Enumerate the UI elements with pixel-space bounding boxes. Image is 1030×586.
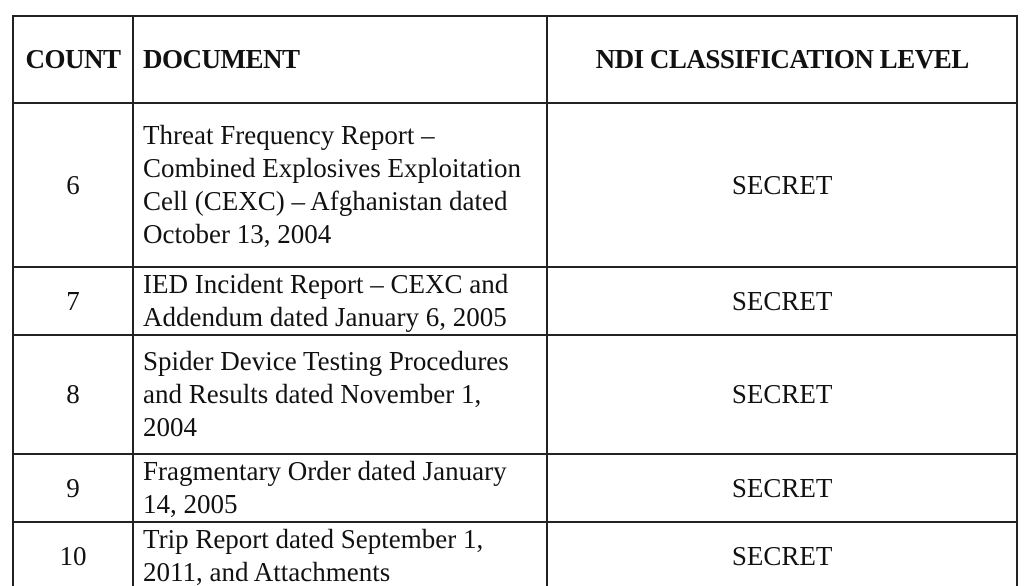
count-cell: 8 <box>13 335 133 454</box>
classification-cell: SECRET <box>547 335 1017 454</box>
classification-cell: SECRET <box>547 267 1017 335</box>
document-cell: Trip Report dated September 1, 2011, and Attachments <box>133 522 547 586</box>
classified-documents-table <box>12 15 1018 586</box>
table-header-row <box>13 16 1017 103</box>
document-cell: Spider Device Testing Procedures and Results dated November 1, 2004 <box>133 335 547 454</box>
header-count: COUNT <box>13 16 133 103</box>
table-row <box>13 103 1017 267</box>
classification-cell: SECRET <box>547 522 1017 586</box>
document-cell: IED Incident Report – CEXC and Addendum dated January 6, 2005 <box>133 267 547 335</box>
classification-cell: SECRET <box>547 454 1017 522</box>
table-row <box>13 335 1017 454</box>
count-cell: 10 <box>13 522 133 586</box>
count-cell: 9 <box>13 454 133 522</box>
header-document: DOCUMENT <box>133 16 547 103</box>
document-cell: Fragmentary Order dated January 14, 2005 <box>133 454 547 522</box>
count-cell: 7 <box>13 267 133 335</box>
header-classification-level: NDI CLASSIFICATION LEVEL <box>547 16 1017 103</box>
table-row <box>13 522 1017 586</box>
classification-cell: SECRET <box>547 103 1017 267</box>
count-cell: 6 <box>13 103 133 267</box>
document-cell: Threat Frequency Report – Combined Explosives Exploitation Cell (CEXC) – Afghanistan dated October 13, 2004 <box>133 103 547 267</box>
table-row <box>13 454 1017 522</box>
table-row <box>13 267 1017 335</box>
